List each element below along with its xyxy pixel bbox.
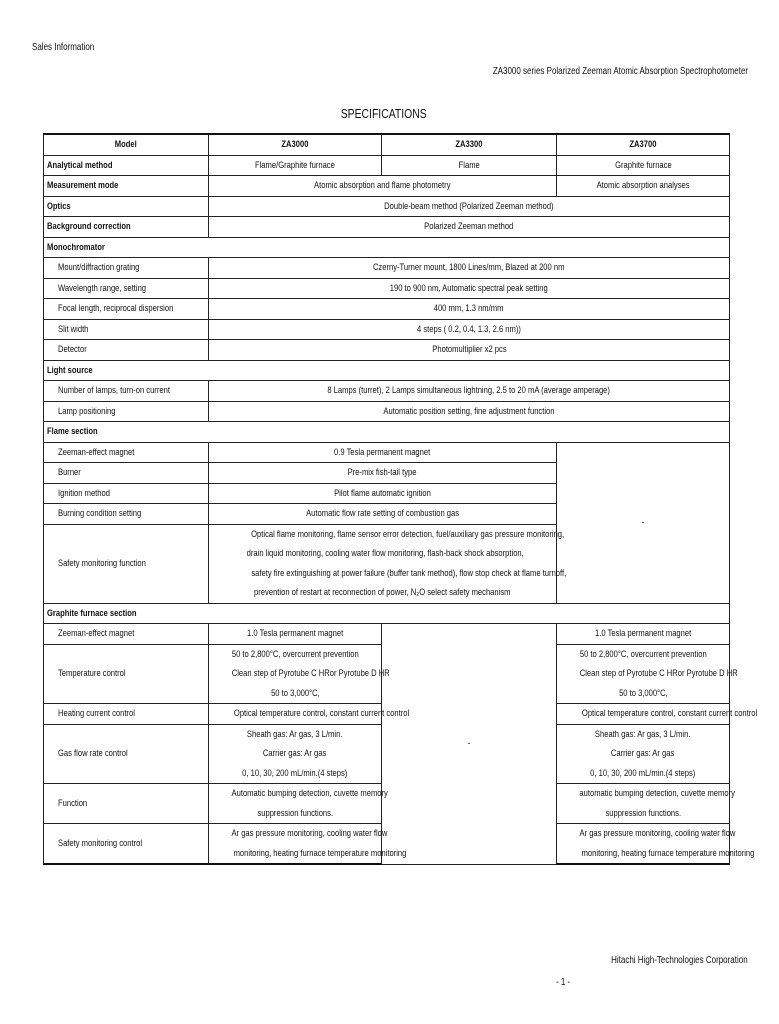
row-label: Burning condition setting: [44, 504, 209, 525]
row-label: Number of lamps, turn-on current: [44, 381, 209, 402]
table-cell: Optical temperature control, constant current control: [557, 704, 730, 725]
header-sales-information: Sales Information: [32, 42, 95, 53]
table-cell: 50 to 2,800°C, overcurrent prevention Clean step of Pyrotube C HRor Pyrotube D HR 50 to 3,000°C,: [209, 644, 382, 704]
table-row: [44, 442, 730, 463]
page-title: SPECIFICATIONS: [341, 106, 427, 121]
table-cell: 0.9 Tesla permanent magnet: [209, 442, 557, 463]
row-label: Gas flow rate control: [44, 724, 209, 784]
table-cell: 1.0 Tesla permanent magnet: [209, 624, 382, 645]
row-label: Optics: [44, 196, 209, 217]
table-cell: Automatic flow rate setting of combustion gas: [209, 504, 557, 525]
row-label: Ignition method: [44, 483, 209, 504]
table-row: [44, 340, 730, 361]
section-heading: Light source: [44, 360, 730, 381]
column-header-za3000: ZA3000: [209, 134, 382, 155]
table-cell: 1.0 Tesla permanent magnet: [557, 624, 730, 645]
table-cell: 50 to 2,800°C, overcurrent prevention Clean step of Pyrotube C HRor Pyrotube D HR 50 to 3,000°C,: [557, 644, 730, 704]
column-header-za3700: ZA3700: [557, 134, 730, 155]
row-label: Heating current control: [44, 704, 209, 725]
column-header-model: Model: [44, 134, 209, 155]
section-heading: Flame section: [44, 422, 730, 443]
row-label: Analytical method: [44, 155, 209, 176]
table-row: [44, 319, 730, 340]
specifications-table: [43, 133, 758, 865]
table-cell: Optical temperature control, constant current control: [209, 704, 382, 725]
table-row: [44, 176, 730, 197]
row-label: Temperature control: [44, 644, 209, 704]
table-cell: Pilot flame automatic ignition: [209, 483, 557, 504]
table-row: [44, 196, 730, 217]
page-number: - 1 -: [556, 977, 571, 988]
table-cell: Czerny-Turner mount, 1800 Lines/mm, Blazed at 200 nm: [209, 258, 730, 279]
row-label: Function: [44, 784, 209, 824]
table-row: [44, 278, 730, 299]
row-label: Safety monitoring control: [44, 824, 209, 865]
table-row: [44, 401, 730, 422]
table-cell: Optical flame monitoring, flame sensor error detection, fuel/auxiliary gas pressure monitoring, drain liquid monitoring, cooling water flow monitoring, flash-back shock absorption, safety fire extinguishing at power failure (buffer tank method), flow stop check at flame turnoff, prevention of restart at reconnection of power, N₂O select safety mechanism: [209, 524, 557, 603]
row-label: Detector: [44, 340, 209, 361]
section-row-graphite: [44, 603, 730, 624]
table-cell: Flame/Graphite furnace: [209, 155, 382, 176]
row-label: Safety monitoring function: [44, 524, 209, 603]
za3300-graphite-not-applicable: -: [382, 624, 557, 865]
row-label: Background correction: [44, 217, 209, 238]
row-label: Slit width: [44, 319, 209, 340]
section-heading: Graphite furnace section: [44, 603, 730, 624]
section-row-flame: [44, 422, 730, 443]
table-cell: automatic bumping detection, cuvette memory suppression functions.: [557, 784, 730, 824]
column-header-za3300: ZA3300: [382, 134, 557, 155]
table-cell: Atomic absorption analyses: [557, 176, 730, 197]
table-cell: 190 to 900 nm, Automatic spectral peak setting: [209, 278, 730, 299]
row-label: Wavelength range, setting: [44, 278, 209, 299]
table-row: [44, 824, 730, 865]
table-cell: Automatic position setting, fine adjustment function: [209, 401, 730, 422]
row-label: Focal length, reciprocal dispersion: [44, 299, 209, 320]
table-row: [44, 381, 730, 402]
table-cell: Sheath gas: Ar gas, 3 L/min. Carrier gas: Ar gas 0, 10, 30, 200 mL/min.(4 steps): [209, 724, 382, 784]
footer-company: Hitachi High-Technologies Corporation: [611, 955, 748, 966]
row-label: Zeeman-effect magnet: [44, 624, 209, 645]
table-row: [44, 704, 730, 725]
table-header-row: [44, 134, 730, 155]
table-cell: Automatic bumping detection, cuvette memory suppression functions.: [209, 784, 382, 824]
table-cell: Atomic absorption and flame photometry: [209, 176, 557, 197]
table-cell: Photomultiplier x2 pcs: [209, 340, 730, 361]
row-label: Zeeman-effect magnet: [44, 442, 209, 463]
row-label: Mount/diffraction grating: [44, 258, 209, 279]
table-cell: Ar gas pressure monitoring, cooling water flow monitoring, heating furnace temperature monitoring: [209, 824, 382, 865]
table-cell: 4 steps ( 0.2, 0.4, 1.3, 2.6 nm)): [209, 319, 730, 340]
row-label: Lamp positioning: [44, 401, 209, 422]
table-cell: Sheath gas: Ar gas, 3 L/min. Carrier gas: Ar gas 0, 10, 30, 200 mL/min.(4 steps): [557, 724, 730, 784]
header-product-series: ZA3000 series Polarized Zeeman Atomic Absorption Spectrophotometer: [492, 66, 748, 77]
table-cell: 400 mm, 1.3 nm/mm: [209, 299, 730, 320]
za3700-flame-not-applicable: -: [557, 442, 730, 603]
table-row: [44, 258, 730, 279]
table-cell: Ar gas pressure monitoring, cooling water flow monitoring, heating furnace temperature monitoring: [557, 824, 730, 865]
table-cell: 8 Lamps (turret), 2 Lamps simultaneous lightning, 2.5 to 20 mA (average amperage): [209, 381, 730, 402]
table-cell: Graphite furnace: [557, 155, 730, 176]
table-row: [44, 217, 730, 238]
table-cell: Pre-mix fish-tail type: [209, 463, 557, 484]
section-row-light-source: [44, 360, 730, 381]
row-label: Measurement mode: [44, 176, 209, 197]
row-label: Burner: [44, 463, 209, 484]
table-cell: Double-beam method (Polarized Zeeman method): [209, 196, 730, 217]
section-row-monochromator: [44, 237, 730, 258]
table-cell: Flame: [382, 155, 557, 176]
table-cell: Polarized Zeeman method: [209, 217, 730, 238]
table-row: [44, 155, 730, 176]
section-heading: Monochromator: [44, 237, 730, 258]
table-row: [44, 624, 730, 645]
table-row: [44, 299, 730, 320]
